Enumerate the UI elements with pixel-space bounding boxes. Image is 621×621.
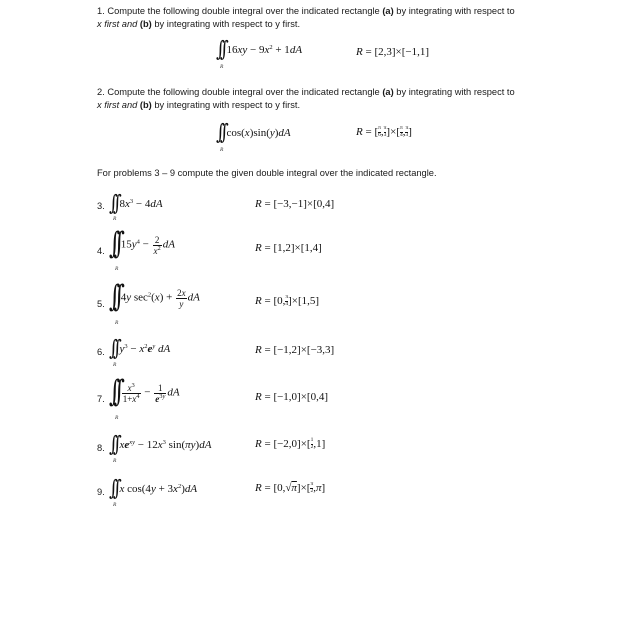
problem-2-part-a: (a)	[382, 87, 394, 97]
region-subscript: R	[113, 216, 117, 222]
problem-6-integral: ∫∫ $y^3 - x^2e^y$ dA	[109, 336, 171, 362]
problem-6-region: R = [−1,2]×[−3,3]	[255, 344, 335, 356]
region-subscript: R	[113, 362, 117, 368]
problem-3-integral: ∫∫ $8x^3 - 4dA$	[109, 191, 163, 217]
problem-2-region: R = [ $\frac{\pi}{6}$ , $\frac{\pi}{3}$ ]×[ $\frac{\pi}{4}$ , $\frac{\pi}{3}$ ]	[356, 125, 412, 138]
problem-7-region: R = [−1,0]×[0,4]	[255, 391, 328, 403]
problem-4-region: R = [1,2]×[1,4]	[255, 242, 322, 254]
problems-intro: For problems 3 – 9 compute the given double integral over the indicated rectangle.	[97, 168, 437, 178]
problem-9-number: 9.	[97, 487, 105, 497]
problem-5-region: R = [0, $\frac{\pi}{4}$ ]×[1,5]	[255, 294, 320, 307]
problem-4-integral: ∫∫ $15y^4$ − $\frac{2}{x^2}$ dA	[109, 227, 176, 262]
problem-8-region: R = [−2,0]×[ $\frac{1}{2}$ ,1]	[255, 437, 326, 450]
problem-2-number: 2.	[97, 87, 105, 97]
problem-5-number: 5.	[97, 299, 105, 309]
region-subscript: R	[115, 320, 119, 326]
problem-1-integral: ∫∫ $16xy - 9x^2 + 1dA$	[216, 37, 303, 63]
problem-8-number: 8.	[97, 443, 105, 453]
problem-1-number: 1.	[97, 6, 105, 16]
problem-6-number: 6.	[97, 347, 105, 357]
region-subscript: R	[220, 147, 224, 153]
problem-2-statement	[97, 86, 567, 112]
region-subscript: R	[115, 415, 119, 421]
problem-3-number: 3.	[97, 201, 105, 211]
problem-3-region: R = [−3,−1]×[0,4]	[255, 198, 335, 210]
problem-9-integral: ∫∫ x $\cos(4y + 3x^2)dA$	[109, 476, 198, 502]
region-subscript: R	[220, 64, 224, 70]
problem-7-integral: ∫∫ $\frac{x^3}{1+x^4}$ − $\frac{1}{e^{3y}}$ dA	[109, 375, 180, 410]
problem-2-part-b: (b)	[139, 100, 152, 110]
problem-2-text: Compute the following double integral over the indicated rectangle	[107, 87, 380, 97]
problem-4-number: 4.	[97, 246, 105, 256]
problem-1-statement	[97, 5, 567, 31]
problem-2-text-mid: by integrating with respect to	[396, 87, 515, 97]
problem-1-text-line2-post: by integrating with respect to y first.	[154, 19, 301, 29]
problem-9-region: R = [0,√π]×[ $\frac{\pi}{2}$ ,π]	[255, 481, 326, 494]
problem-7-number: 7.	[97, 394, 105, 404]
problem-8-integral: ∫∫ $xe^{xy} - 12x^3$ sin(πy)dA	[109, 432, 212, 458]
problem-1-text-mid: by integrating with respect to	[396, 6, 515, 16]
problem-2-integral: ∫∫ cos(x)sin(y)dA	[216, 120, 291, 146]
problem-1-part-b: (b)	[139, 19, 152, 29]
region-subscript: R	[115, 266, 119, 272]
problem-1-text: Compute the following double integral over the indicated rectangle	[107, 6, 380, 16]
problem-1-part-a: (a)	[382, 6, 394, 16]
problem-2-text-line2: x first and	[97, 100, 138, 110]
problem-1-text-line2: x first and	[97, 19, 138, 29]
region-subscript: R	[113, 502, 117, 508]
region-subscript: R	[113, 458, 117, 464]
problem-5-integral: ∫∫ 4y $\sec^2(x)$ + $\frac{2x}{y}$ dA	[109, 280, 200, 315]
problem-1-region: R = [2,3]×[−1,1]	[356, 46, 429, 58]
problem-2-text-line2-post: by integrating with respect to y first.	[154, 100, 301, 110]
